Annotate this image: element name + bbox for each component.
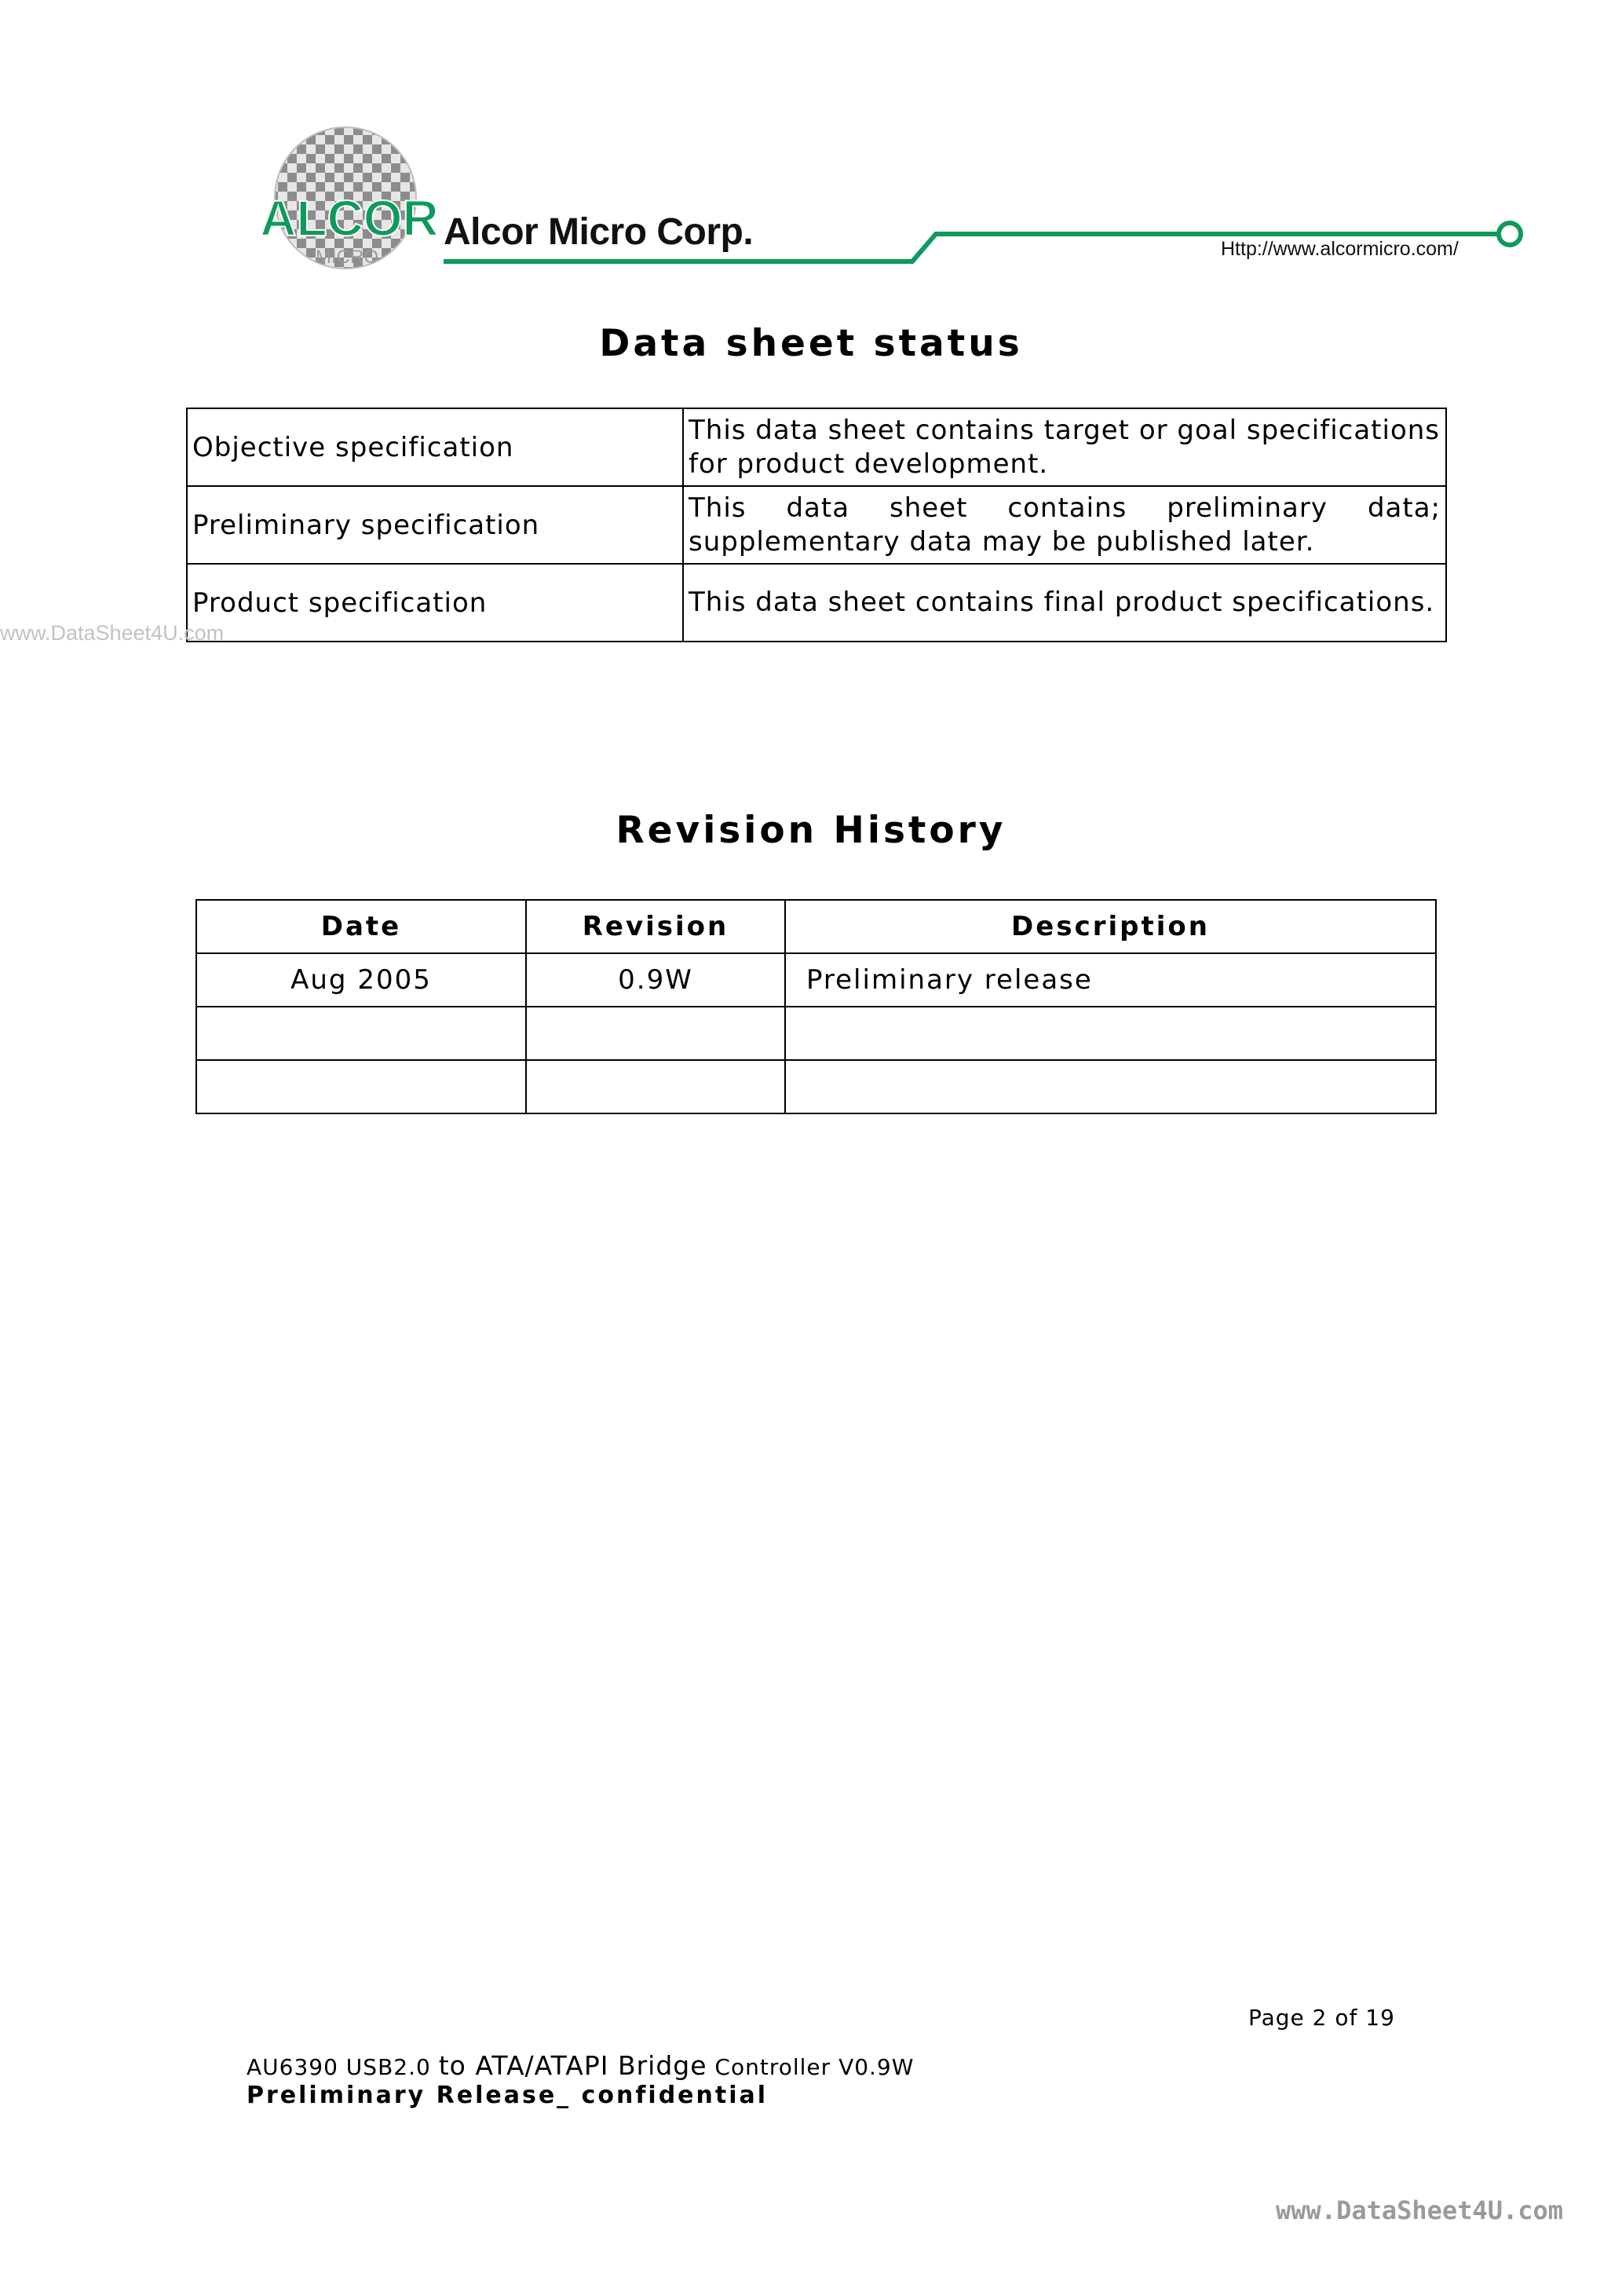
column-header-revision: Revision [526, 900, 785, 953]
watermark-left: www.DataSheet4U.com [0, 621, 225, 645]
status-description: This data sheet contains target or goal specifications for product development. [683, 408, 1446, 486]
table-row [187, 408, 1446, 486]
revision-number: 0.9W [526, 953, 785, 1007]
revision-number [526, 1007, 785, 1060]
revision-date: Aug 2005 [196, 953, 526, 1007]
company-name: Alcor Micro Corp. [444, 211, 754, 253]
revision-table [195, 899, 1437, 1114]
revision-number [526, 1060, 785, 1113]
footer-confidential: Preliminary Release_ confidential [247, 2082, 769, 2109]
footer-product-version: Controller V0.9W [707, 2054, 915, 2080]
status-section-title: Data sheet status [599, 322, 1023, 365]
website-url: Http://www.alcormicro.com/ [1221, 238, 1459, 260]
table-row [196, 1060, 1436, 1113]
status-description [683, 486, 1446, 564]
table-row [187, 486, 1446, 564]
footer-product-code: AU6390 USB2.0 [247, 2054, 439, 2080]
revision-description: Preliminary release [785, 953, 1436, 1007]
status-table [186, 408, 1447, 642]
logo-subtext: MICRO [316, 247, 378, 268]
logo-text: ALCOR [260, 190, 439, 247]
table-row [196, 1007, 1436, 1060]
table-header-row [196, 900, 1436, 953]
alcor-logo [259, 126, 440, 275]
revision-description [785, 1007, 1436, 1060]
status-description-line: supplementary data may be published later. [689, 525, 1315, 558]
page-number: Page 2 of 19 [1248, 2005, 1395, 2031]
header-rule-end-circle [1499, 223, 1521, 245]
status-term: Objective specification [187, 408, 683, 486]
table-row [187, 564, 1446, 642]
status-description: This data sheet contains final product specifications. [683, 564, 1446, 642]
footer-product-bridge: to ATA/ATAPI Bridge [438, 2050, 707, 2081]
status-description-line: This data sheet contains preliminary data; [689, 492, 1441, 524]
table-row [196, 953, 1436, 1007]
revision-date [196, 1007, 526, 1060]
revision-date [196, 1060, 526, 1113]
status-term: Preliminary specification [187, 486, 683, 564]
watermark-bottom: www.DataSheet4U.com [1276, 2195, 1564, 2225]
column-header-date: Date [196, 900, 526, 953]
revision-description [785, 1060, 1436, 1113]
column-header-description: Description [785, 900, 1436, 953]
status-term: Product specification [187, 564, 683, 642]
footer-product-line [247, 2050, 914, 2081]
revision-section-title: Revision History [616, 809, 1006, 852]
